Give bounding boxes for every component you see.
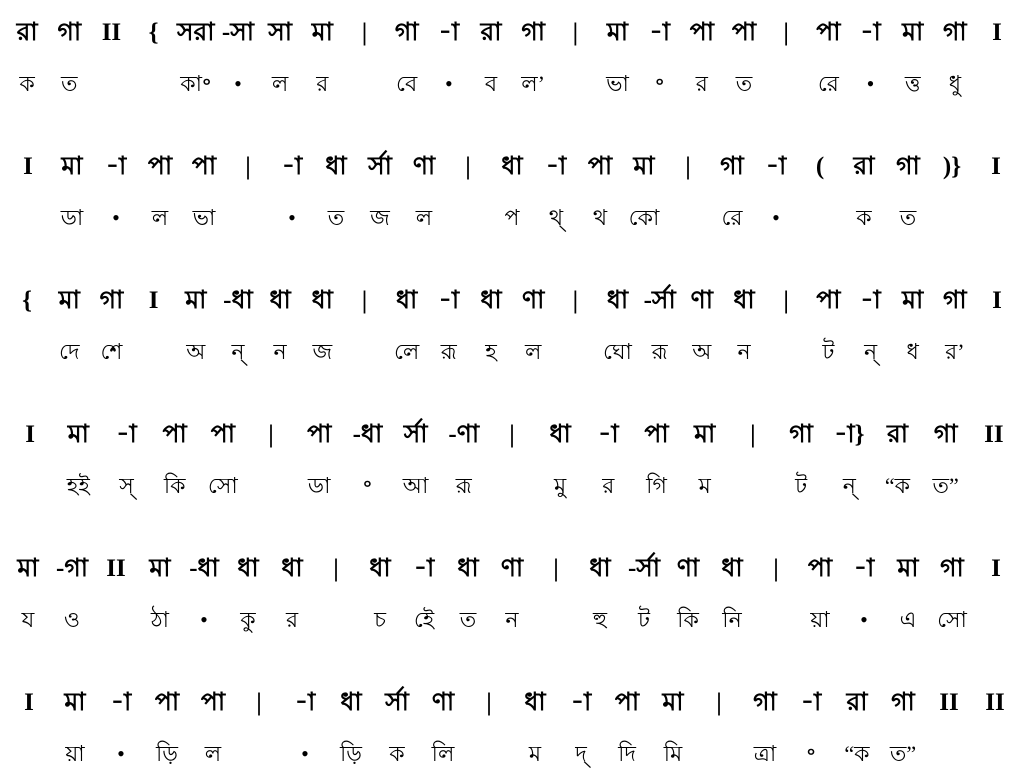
notation-cell: গা (99, 287, 124, 314)
notation-cell: ধা (311, 287, 333, 314)
notation-cell: -ণা (448, 421, 480, 448)
notation-cell: পা (587, 153, 613, 180)
notation-cell: সরা (177, 19, 215, 46)
notation-cell: | (361, 19, 368, 46)
notation-cell: -া} (834, 421, 865, 448)
notation-cell: মা (902, 19, 924, 46)
lyric-cell: য়া (65, 741, 85, 766)
lyric-cell: নি (722, 607, 742, 632)
notation-cell: রা (16, 19, 38, 46)
notation-cell: ধা (589, 555, 611, 582)
notation-cell: রা (886, 421, 908, 448)
lyric-cell: জ (312, 339, 333, 364)
notation-cell: ধা (480, 287, 502, 314)
notation-line-2 (6, 146, 1018, 189)
lyric-cell: • (234, 71, 242, 96)
notation-cell: ণা (676, 555, 700, 582)
notation-cell: II (985, 689, 1005, 716)
lyric-cell: ॰ (654, 71, 665, 96)
notation-cell: -া (105, 153, 127, 180)
notation-cell: II (984, 421, 1004, 448)
notation-cell: ধা (396, 287, 418, 314)
lyric-cell: ট (795, 473, 808, 498)
notation-cell: -ধা (352, 421, 383, 448)
notation-cell: | (256, 689, 262, 716)
lyric-cell: গি (646, 473, 667, 498)
lyric-cell: • (866, 71, 875, 96)
lyric-cell: ডা (307, 473, 331, 498)
lyric-cell: মি (663, 741, 683, 766)
lyric-cell: কি (677, 607, 699, 632)
notation-cell: -সা (221, 19, 254, 46)
notation-cell: গা (720, 153, 744, 180)
lyric-cell: “ক (844, 741, 870, 766)
notation-cell: পা (162, 421, 187, 448)
lyric-cell: র (316, 71, 329, 96)
lyric-line-3 (6, 335, 1018, 372)
notation-cell: -া (860, 19, 881, 46)
notation-cell: ণা (521, 287, 545, 314)
notation-cell: ধা (501, 153, 523, 180)
lyric-cell: লি (431, 741, 455, 766)
notation-cell: মা (149, 555, 171, 582)
notation-cell: -া (438, 287, 460, 314)
lyric-cell: য়া (810, 607, 830, 632)
notation-cell: I (991, 153, 1001, 180)
lyric-cell: ল (415, 205, 433, 230)
lyric-cell: দ্ (575, 741, 587, 766)
notation-cell: রা (846, 689, 868, 716)
lyric-cell: ড়ি (156, 741, 178, 766)
lyric-line-1 (6, 67, 1018, 104)
lyric-cell: য (21, 607, 35, 632)
notation-cell: ধা (721, 555, 743, 582)
lyric-cell: আ (402, 473, 429, 498)
notation-cell: ধা (606, 287, 629, 314)
notation-cell: মা (902, 287, 924, 314)
lyric-cell: লে (393, 339, 420, 364)
notation-cell: পা (807, 555, 833, 582)
lyric-cell: ন (273, 339, 287, 364)
notation-cell: -া (294, 689, 316, 716)
notation-cell: | (245, 153, 251, 180)
lyric-cell: থ্ (548, 205, 564, 230)
lyric-cell: র (695, 71, 708, 96)
lyric-cell: ল’ (521, 71, 546, 96)
notation-cell: I (992, 19, 1002, 46)
lyric-cell: ত” (932, 473, 959, 498)
lyric-cell: • (444, 71, 453, 96)
notation-cell: মা (185, 287, 207, 314)
lyric-cell: ভা (606, 71, 629, 96)
lyric-cell: ত্ত (904, 71, 921, 96)
lyric-line-5 (6, 603, 1018, 640)
lyric-cell: ট (638, 607, 650, 632)
notation-cell: ণা (412, 153, 436, 180)
notation-cell: পা (644, 421, 669, 448)
lyric-cell: ড়ি (340, 741, 362, 766)
lyric-cell: ল (524, 339, 542, 364)
lyric-cell: • (117, 741, 125, 766)
lyric-cell: ব (484, 71, 498, 96)
notation-cell: | (716, 689, 722, 716)
notation-cell: মা (694, 421, 716, 448)
notation-cell: গা (943, 287, 967, 314)
notation-cell: | (361, 287, 368, 314)
lyric-cell: ইে (413, 607, 435, 632)
notation-cell: I (992, 287, 1002, 314)
notation-cell: মা (67, 421, 89, 448)
lyric-cell: ত্রা (753, 741, 777, 766)
notation-cell: I (148, 287, 159, 314)
lyric-cell: চ (374, 607, 386, 632)
lyric-cell: ল (151, 205, 169, 230)
lyric-cell: কি (163, 473, 186, 498)
notation-cell: পা (147, 153, 173, 180)
notation-cell: -া (765, 153, 787, 180)
notation-cell: রা (853, 153, 875, 180)
lyric-cell: ॰ (806, 741, 816, 766)
notation-cell: গা (891, 689, 915, 716)
lyric-cell: “ক (884, 473, 911, 498)
lyric-cell: ও (63, 607, 81, 632)
lyric-cell: ঠা (150, 607, 170, 632)
notation-cell: ধা (237, 555, 259, 582)
notation-cell: -া (110, 689, 132, 716)
notation-line-5 (6, 548, 1018, 591)
notation-cell: মা (662, 689, 684, 716)
notation-cell: মা (897, 555, 919, 582)
notation-line-4 (6, 414, 1018, 457)
lyric-cell: রে (817, 71, 839, 96)
stanza-5 (0, 548, 1024, 640)
notation-cell: পা (731, 19, 757, 46)
notation-cell: -া (853, 555, 875, 582)
notation-cell: মা (58, 287, 80, 314)
lyric-cell: ত (899, 205, 917, 230)
notation-line-1 (6, 12, 1018, 55)
lyric-cell: এ (899, 607, 917, 632)
notation-cell: I (24, 689, 34, 716)
notation-cell: -া (649, 19, 670, 46)
notation-cell: -া (281, 153, 303, 180)
notation-cell: | (333, 555, 339, 582)
notation-cell: -া (570, 689, 592, 716)
lyric-cell: সো (937, 607, 967, 632)
lyric-cell: ল (271, 71, 289, 96)
lyric-cell: মু (554, 473, 567, 498)
notation-cell: ণা (500, 555, 524, 582)
lyric-cell: হু (592, 607, 608, 632)
notation-cell: গা (933, 421, 958, 448)
notation-cell: | (465, 153, 471, 180)
lyric-line-2 (6, 201, 1018, 238)
notation-cell: -গা (56, 555, 88, 582)
notation-cell: | (486, 689, 492, 716)
lyric-cell: ডা (60, 205, 84, 230)
notation-cell: | (773, 555, 779, 582)
lyric-cell: ন (505, 607, 519, 632)
notation-cell: I (991, 555, 1001, 582)
notation-cell: I (23, 153, 33, 180)
notation-line-3 (6, 280, 1018, 323)
notation-cell: ধা (524, 689, 546, 716)
notation-cell: -া (116, 421, 137, 448)
notation-cell: -ধা (189, 555, 219, 582)
lyric-cell: ন্ (863, 339, 878, 364)
notation-cell: মা (606, 19, 629, 46)
lyric-cell: ত (61, 71, 78, 96)
notation-cell: -া (438, 19, 460, 46)
notation-cell: গা (57, 19, 82, 46)
notation-cell: ধা (733, 287, 755, 314)
notation-cell: গা (394, 19, 419, 46)
lyric-cell: হ (485, 339, 497, 364)
notation-cell: পা (154, 689, 180, 716)
notation-cell: -র্সা (627, 555, 661, 582)
lyric-line-6 (6, 737, 1018, 774)
notation-cell: পা (307, 421, 332, 448)
notation-cell: ণা (690, 287, 714, 314)
notation-cell: II (939, 689, 959, 716)
notation-cell: ধা (549, 421, 571, 448)
lyric-cell: বে (396, 71, 418, 96)
notation-cell: পা (816, 19, 841, 46)
lyric-line-4 (6, 469, 1018, 506)
lyric-cell: ঘো (603, 339, 632, 364)
notation-cell: -র্সা (643, 287, 676, 314)
stanza-2 (0, 146, 1024, 238)
notation-cell: সা (268, 19, 292, 46)
notation-cell: -া (413, 555, 435, 582)
notation-cell: র্সা (403, 421, 428, 448)
lyric-cell: • (301, 741, 309, 766)
lyric-cell: ধ (906, 339, 919, 364)
notation-cell: গা (896, 153, 920, 180)
notation-cell: II (106, 555, 126, 582)
notation-cell: গা (943, 19, 967, 46)
notation-cell: | (268, 421, 274, 448)
notation-cell: )} (942, 153, 962, 180)
lyric-cell: ক (19, 71, 35, 96)
lyric-cell: স্ (119, 473, 134, 498)
notation-cell: | (750, 421, 756, 448)
lyric-cell: কা॰ (180, 71, 212, 96)
notation-cell: | (553, 555, 559, 582)
lyric-cell: ন্ (231, 339, 245, 364)
lyric-cell: ক (856, 205, 872, 230)
lyric-cell: প (504, 205, 520, 230)
lyric-cell: ত” (889, 741, 917, 766)
lyric-cell: • (112, 205, 120, 230)
lyric-cell: ক (389, 741, 405, 766)
lyric-cell: • (288, 205, 296, 230)
lyric-cell: অ (186, 339, 206, 364)
lyric-cell: র’ (945, 339, 965, 364)
notation-cell: পা (200, 689, 226, 716)
lyric-cell: ত (327, 205, 345, 230)
lyric-cell: জ (370, 205, 390, 230)
notation-cell: ধা (457, 555, 479, 582)
lyric-cell: দি (618, 741, 636, 766)
lyric-cell: • (772, 205, 780, 230)
lyric-cell: র (602, 473, 615, 498)
lyric-cell: ন (737, 339, 751, 364)
notation-cell: ণা (431, 689, 455, 716)
notation-cell: | (783, 287, 789, 314)
lyric-cell: রে (721, 205, 743, 230)
notation-cell: র্সা (368, 153, 392, 180)
lyric-cell: ম (528, 741, 542, 766)
notation-cell: ধা (325, 153, 347, 180)
notation-cell: গা (789, 421, 813, 448)
lyric-cell: রূ (440, 339, 457, 364)
notation-cell: গা (753, 689, 777, 716)
lyric-cell: থ (592, 205, 608, 230)
notation-cell: মা (61, 153, 83, 180)
notation-cell: -া (800, 689, 822, 716)
notation-cell: ধা (281, 555, 303, 582)
lyric-cell: সো (207, 473, 238, 498)
notation-cell: -া (860, 287, 881, 314)
notation-cell: মা (633, 153, 655, 180)
notation-cell: ( (815, 153, 825, 180)
notation-cell: { (22, 287, 33, 314)
notation-cell: | (783, 19, 789, 46)
lyric-cell: ধু (948, 71, 962, 96)
lyric-cell: অ (692, 339, 712, 364)
lyric-cell: রূ (455, 473, 472, 498)
notation-cell: ধা (369, 555, 391, 582)
notation-cell: | (572, 19, 579, 46)
lyric-cell: • (200, 607, 208, 632)
stanza-4 (0, 414, 1024, 506)
notation-cell: -া (545, 153, 567, 180)
notation-line-6 (6, 682, 1018, 725)
lyric-cell: ॰ (362, 473, 373, 498)
notation-cell: পা (614, 689, 640, 716)
notation-cell: র্সা (385, 689, 409, 716)
lyric-cell: ট (822, 339, 835, 364)
notation-cell: মা (311, 19, 333, 46)
notation-cell: পা (816, 287, 841, 314)
notation-cell: পা (191, 153, 217, 180)
stanza-6 (0, 682, 1024, 774)
lyric-cell: ভা (192, 205, 216, 230)
notation-cell: গা (940, 555, 964, 582)
notation-cell: II (101, 19, 122, 46)
notation-cell: রা (480, 19, 502, 46)
notation-cell: ধা (269, 287, 291, 314)
stanza-3 (0, 280, 1024, 372)
stanza-1 (0, 0, 1024, 104)
lyric-cell: রূ (651, 339, 668, 364)
notation-cell: -া (598, 421, 619, 448)
notation-cell: মা (64, 689, 86, 716)
notation-cell: | (509, 421, 515, 448)
lyric-cell: • (860, 607, 868, 632)
lyric-cell: ল (204, 741, 222, 766)
notation-cell: { (148, 19, 159, 46)
notation-cell: পা (210, 421, 235, 448)
notation-cell: মা (17, 555, 39, 582)
lyric-cell: র (285, 607, 299, 632)
notation-cell: I (25, 421, 35, 448)
lyric-cell: দে (59, 339, 80, 364)
lyric-cell: ত (459, 607, 477, 632)
notation-cell: | (572, 287, 579, 314)
lyric-cell: শে (100, 339, 123, 364)
lyric-cell: ম (698, 473, 711, 498)
notation-cell: ধা (340, 689, 362, 716)
lyric-cell: কো (628, 205, 660, 230)
lyric-cell: ত (735, 71, 753, 96)
lyric-cell: হই (66, 473, 90, 498)
notation-cell: গা (521, 19, 545, 46)
notation-cell: পা (689, 19, 714, 46)
notation-cell: | (685, 153, 691, 180)
notation-cell: -ধা (223, 287, 253, 314)
lyric-cell: কু (240, 607, 256, 632)
lyric-cell: ন্ (842, 473, 856, 498)
